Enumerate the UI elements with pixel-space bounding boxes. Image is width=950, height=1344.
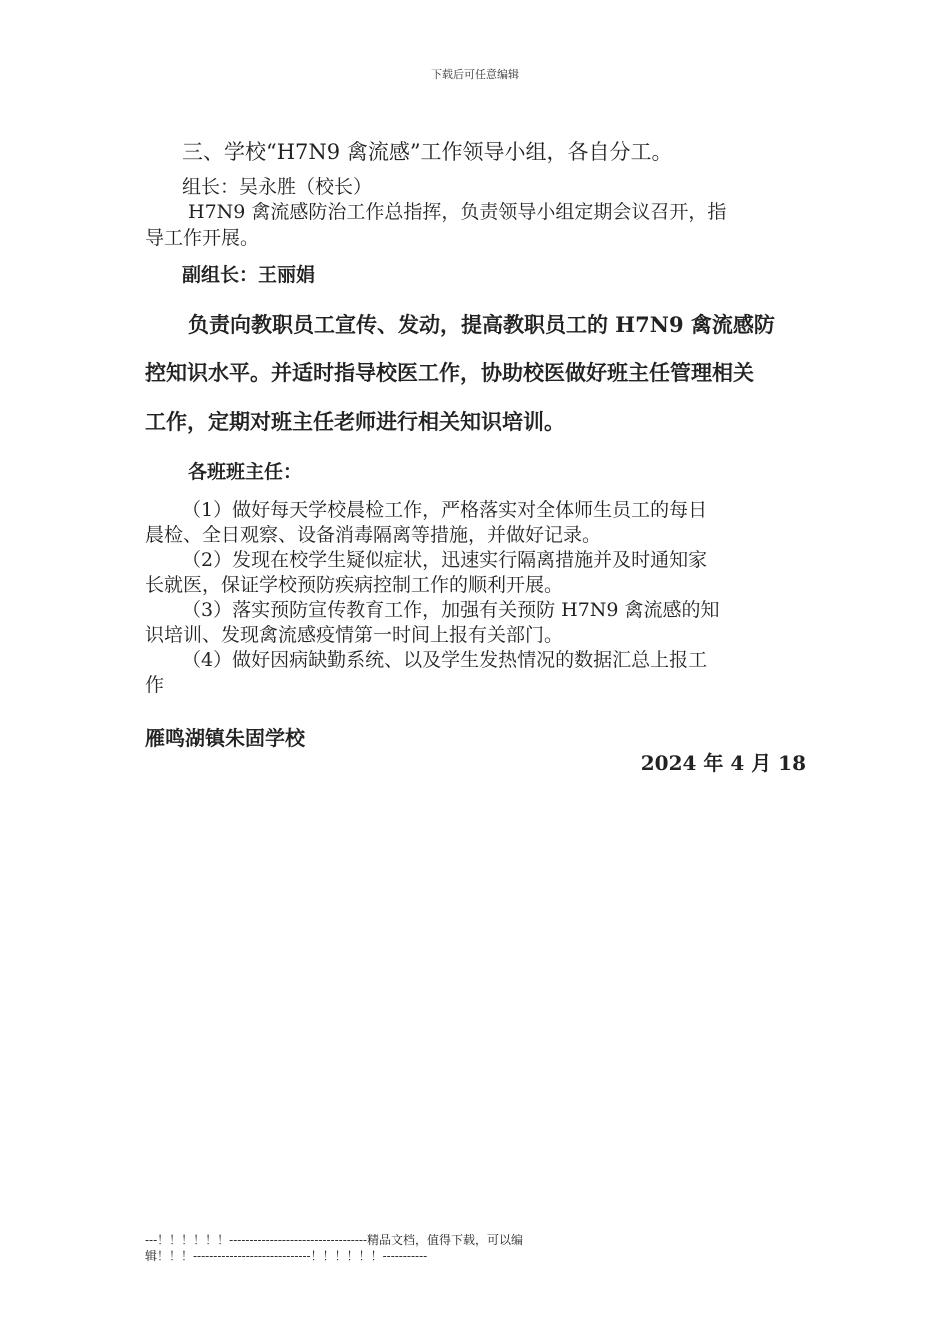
signature-organization: 雁鸣湖镇朱固学校 (145, 726, 305, 750)
list-item-4-line-1: （4）做好因病缺勤系统、以及学生发热情况的数据汇总上报工 (182, 649, 708, 671)
list-item-2-line-1: （2）发现在校学生疑似症状，迅速实行隔离措施并及时通知家 (182, 549, 708, 571)
footer-line-1: ---！！！！！！----------------------------------精品文档，值得下载，可以编 (145, 1233, 524, 1247)
footer-line-2: 辑！！！-----------------------------！！！！！！----------- (145, 1249, 428, 1263)
deputy-duty-line-1: 负责向教职员工宣传、发动，提高教职员工的 H7N9 禽流感防 (188, 312, 775, 337)
leader-duty-line-2: 导工作开展。 (145, 227, 260, 249)
list-item-2-line-2: 长就医，保证学校预防疾病控制工作的顺利开展。 (145, 574, 564, 596)
list-item-1-line-2: 晨检、全日观察、设备消毒隔离等措施，并做好记录。 (145, 524, 602, 546)
leader-label: 组长：吴永胜（校长） (182, 176, 373, 198)
list-item-3-line-1: （3）落实预防宣传教育工作，加强有关预防 H7N9 禽流感的知 (182, 599, 720, 621)
deputy-label: 副组长：王丽娟 (182, 264, 316, 286)
signature-date: 2024 年 4 月 18 (640, 751, 806, 775)
list-item-4-line-2: 作 (145, 674, 165, 696)
class-teachers-label: 各班班主任： (188, 461, 303, 483)
page-header-note: 下载后可任意编辑 (431, 68, 519, 81)
deputy-duty-line-2: 控知识水平。并适时指导校医工作，协助校医做好班主任管理相关 (145, 360, 754, 385)
section-title: 三、学校“H7N9 禽流感”工作领导小组，各自分工。 (182, 140, 673, 164)
list-item-3-line-2: 识培训、发现禽流感疫情第一时间上报有关部门。 (145, 624, 564, 646)
leader-duty-line-1: H7N9 禽流感防治工作总指挥，负责领导小组定期会议召开，指 (188, 201, 727, 223)
list-item-1-line-1: （1）做好每天学校晨检工作，严格落实对全体师生员工的每日 (182, 499, 708, 521)
deputy-duty-line-3: 工作，定期对班主任老师进行相关知识培训。 (145, 409, 565, 434)
